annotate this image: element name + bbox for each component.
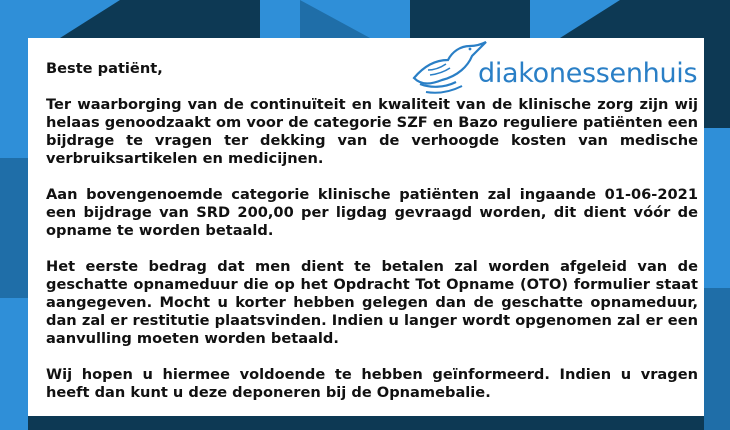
letter-paragraph: Aan bovengenoemde categorie klinische patiënten zal ingaande 01-06-2021 een bijdrage van SRD 200,00 per ligdag gevraagd worden, dit dient vóór de opname te worden betaald. [46,186,698,239]
bg-tile [704,288,730,430]
bg-tile [0,298,28,430]
letter-paragraph: Ter waarborging van de continuïteit en kwaliteit van de klinische zorg zijn wij helaas genoodzaakt om voor de categorie SZF en Bazo reguliere patiënten een bijdrage te vragen ter dekking van de verhoogde kosten van medische verbruiksartikelen en medicijnen. [46,96,698,167]
bg-tile [0,38,28,158]
dove-icon [410,38,488,98]
bg-triangle [60,0,120,38]
letter-salutation: Beste patiënt, [46,60,163,77]
bg-triangle [300,0,370,38]
letter-paragraph: Het eerste bedrag dat men dient te betalen zal worden afgeleid van de geschatte opnameduur die op het Opdracht Tot Opname (OTO) formulier staat aangegeven. Mocht u korter hebben gelegen dan de geschatte opnameduur, dan zal er restitutie plaatsvinden. Indien u langer wordt opgenomen zal er een aanvulling moeten worden betaald. [46,258,698,347]
bg-tile [0,158,28,298]
bg-tile [620,0,730,38]
logo [410,38,710,98]
bg-triangle [560,0,620,38]
letter-body [46,96,698,420]
bg-tile [120,0,260,38]
bg-tile [410,0,530,38]
bg-tile [704,128,730,288]
letter-paragraph: Wij hopen u hiermee voldoende te hebben geïnformeerd. Indien u vragen heeft dan kunt u deze deponeren bij de Opnamebalie. [46,366,698,401]
logo-text: diakonessenhuis [478,58,698,89]
